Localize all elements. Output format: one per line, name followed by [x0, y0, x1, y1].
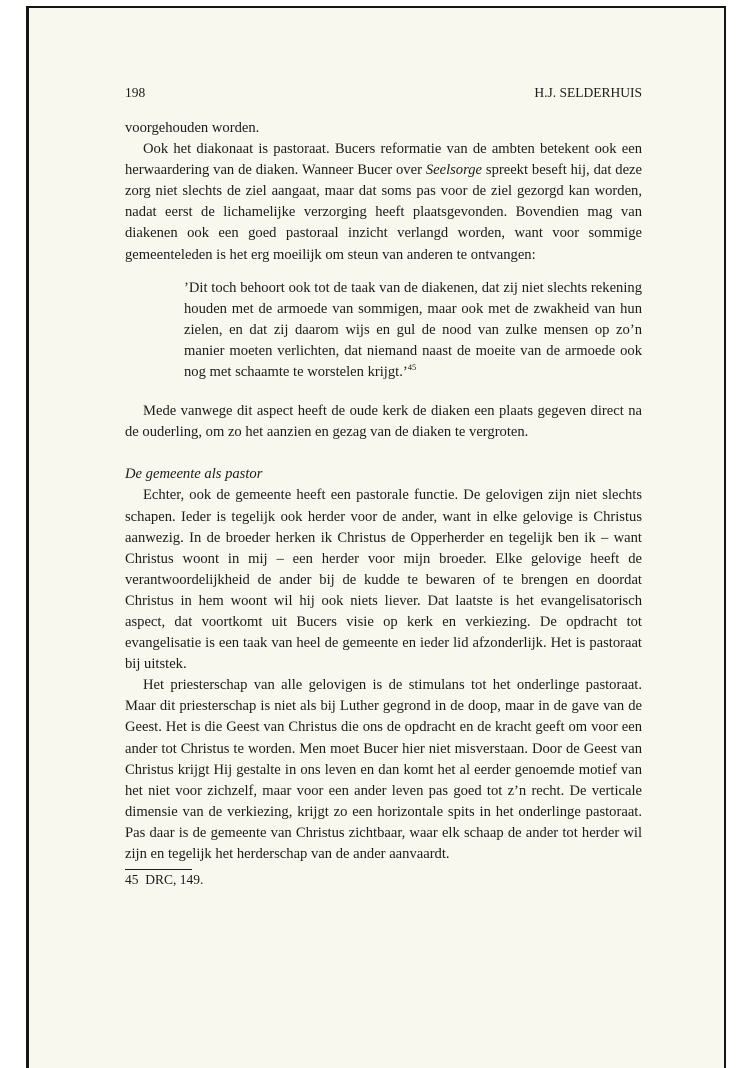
running-header [125, 82, 642, 103]
paragraph-continuation: voorgehouden worden. [125, 120, 260, 136]
running-head-author: H.J. SELDERHUIS [534, 85, 642, 100]
document-page [125, 82, 642, 889]
footnote-text: DRC, 149. [145, 872, 204, 888]
paragraph-diakonaat [125, 139, 642, 266]
footnote-reference: 45 [407, 362, 417, 373]
paragraph-gemeente-pastor: Echter, ook de gemeente heeft een pastorale functie. De gelovigen zijn niet slechts schapen. Ieder is tegelijk ook herder voor de ander, want in elke gelovige is Christus aanwezig. In de broeder herken ik Christus de Opperherder en tegelijk ben ik – want Christus woont in mij – een herder voor mijn broeder. Elke gelovige heeft de verantwoordelijkheid de ander bij de kudde te bewaren of te brengen en doordat Christus in hem woont wil hij ook niets liever. Dat laatste is het evangelisatorisch aspect, dat voortkomt uit Bucers visie op kerk en verkiezing. De opdracht tot evangelisatie is een taak van heel de gemeente en ieder lid afzonderlijk. Het is pastoraat bij uitstek. [125, 487, 642, 673]
section-heading: De gemeente als pastor [125, 466, 263, 483]
paragraph-oude-kerk: Mede vanwege dit aspect heeft de oude kerk de diaken een plaats gegeven direct na de ouderling, om zo het aanzien en gezag van de diaken te vergroten. [125, 403, 642, 441]
paragraph-diakonaat-text-1: Ook het diakonaat is pastoraat. Bucers reformatie van de ambten betekent ook een herwaardering van de diaken. Wanneer Bucer over [125, 141, 642, 179]
paragraph-diakonaat-text-2: spreekt beseft hij, dat deze zorg niet slechts de ziel aangaat, maar dat soms pas voor de ziel gezorgd kan worden, nadat eerst de lichamelijke verzorging heeft plaatsgevonden. Bovendien mag van diakenen ook een goed pastoraal inzicht verlangd worden, want voor sommige gemeenteleden is het erg moeilijk om steun van anderen te ontvangen: [125, 162, 642, 263]
block-quote [184, 278, 642, 383]
paragraph-priesterschap: Het priesterschap van alle gelovigen is de stimulans tot het onderlinge pastoraat. Maar dit priesterschap is niet als bij Luther gegrond in de doop, maar in de gave van de Geest. Het is die Geest van Christus die ons de opdracht en de kracht geeft om voor een ander tot Christus te worden. Men moet Bucer hier niet misverstaan. Door de Geest van Christus krijgt Hij gestalte in ons leven en dan komt het al eerder genoemde motief van het niet voor zichzelf, maar voor een ander leven pas goed tot z’n recht. De verticale dimensie van de verkiezing, krijgt zo een horizontale spits in het onderlinge pastoraat. Pas daar is de gemeente van Christus zichtbaar, waar elk schaap de ander tot herder wil zijn en tegelijk het herderschap van de ander aanvaardt. [125, 677, 642, 862]
block-quote-text: ’Dit toch behoort ook tot de taak van de diakenen, dat zij niet slechts rekening houden met de armoede van sommigen, maar ook met de zwakheid van hun zielen, en dat zij daarom wijs en gul de nood van zulke mensen op zo’n manier moeten verlichten, dat niemand naast de moeite van de armoede ook nog met schaamte te worstelen krijgt.’ [184, 279, 642, 381]
footnote-number: 45 [125, 872, 139, 888]
seelsorge-term: Seelsorge [425, 162, 483, 179]
footnote [125, 870, 642, 889]
page-number: 198 [125, 85, 146, 100]
